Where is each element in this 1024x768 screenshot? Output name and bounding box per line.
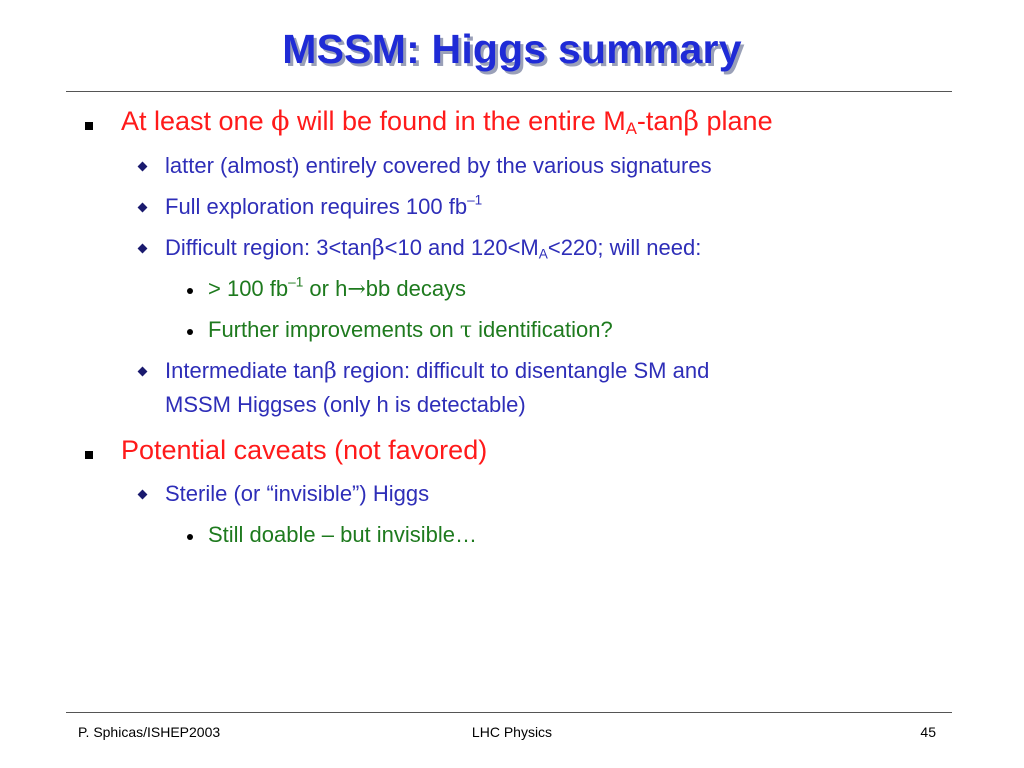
- bullet-text: bb decays: [365, 276, 467, 301]
- bullet-potential-caveats: Potential caveats (not favored): [121, 435, 488, 465]
- bullet-text: At least one: [121, 106, 272, 136]
- subscript: A: [625, 119, 637, 139]
- arrow-icon: →: [347, 277, 366, 302]
- diamond-bullet-icon: [138, 367, 148, 377]
- bullet-text: or h: [303, 276, 348, 301]
- subscript: A: [538, 246, 548, 262]
- bullet-text: region: difficult to disentangle SM and: [336, 358, 710, 383]
- bullet-text: > 100 fb: [208, 276, 289, 301]
- sub-bullet-coverage: latter (almost) entirely covered by the various signatures: [165, 153, 712, 178]
- bullet-text: Difficult region: 3<tan: [165, 235, 372, 260]
- bullet-text: -tan: [636, 106, 684, 136]
- footer-title: LHC Physics: [471, 724, 553, 740]
- bullet-text: <220; will need:: [547, 235, 702, 260]
- beta-symbol: β: [683, 106, 700, 137]
- bullet-text: <10 and 120<M: [384, 235, 539, 260]
- bullet-text: Full exploration requires 100 fb: [165, 194, 468, 219]
- footer-divider: [66, 712, 952, 713]
- square-bullet-icon: [85, 451, 93, 459]
- phi-symbol: ϕ: [271, 106, 290, 137]
- sub-bullet-intermediate-line2: MSSM Higgses (only h is detectable): [165, 392, 526, 417]
- dot-bullet-icon: [187, 288, 193, 294]
- bullet-text: Intermediate tan: [165, 358, 324, 383]
- diamond-bullet-icon: [138, 162, 148, 172]
- sub-sub-bullet-tau: [208, 317, 613, 343]
- sub-bullet-intermediate: [165, 358, 709, 384]
- sub-bullet-difficult-region: [165, 235, 701, 261]
- dot-bullet-icon: [187, 329, 193, 335]
- diamond-bullet-icon: [138, 244, 148, 254]
- superscript: –1: [467, 192, 483, 208]
- diamond-bullet-icon: [138, 203, 148, 213]
- sub-bullet-full-exploration: [165, 194, 482, 220]
- sub-bullet-sterile-higgs: Sterile (or “invisible”) Higgs: [165, 481, 430, 506]
- square-bullet-icon: [85, 122, 93, 130]
- beta-symbol: β: [371, 236, 385, 261]
- sub-sub-bullet-luminosity: [208, 276, 466, 302]
- beta-symbol: β: [323, 359, 337, 384]
- dot-bullet-icon: [187, 534, 193, 540]
- diamond-bullet-icon: [138, 490, 148, 500]
- bullet-text: plane: [699, 106, 773, 136]
- bullet-at-least-one: [121, 106, 773, 137]
- slide-title: MSSM: Higgs summary: [282, 26, 742, 72]
- page-number: 45: [920, 724, 936, 740]
- footer-author: P. Sphicas/ISHEP2003: [78, 724, 221, 740]
- bullet-text: Further improvements on: [208, 317, 460, 342]
- bullet-text: identification?: [472, 317, 613, 342]
- tau-symbol: τ: [459, 318, 473, 343]
- sub-sub-bullet-still-doable: Still doable – but invisible…: [208, 522, 478, 547]
- superscript: –1: [288, 274, 304, 290]
- bullet-text: will be found in the entire M: [289, 106, 626, 136]
